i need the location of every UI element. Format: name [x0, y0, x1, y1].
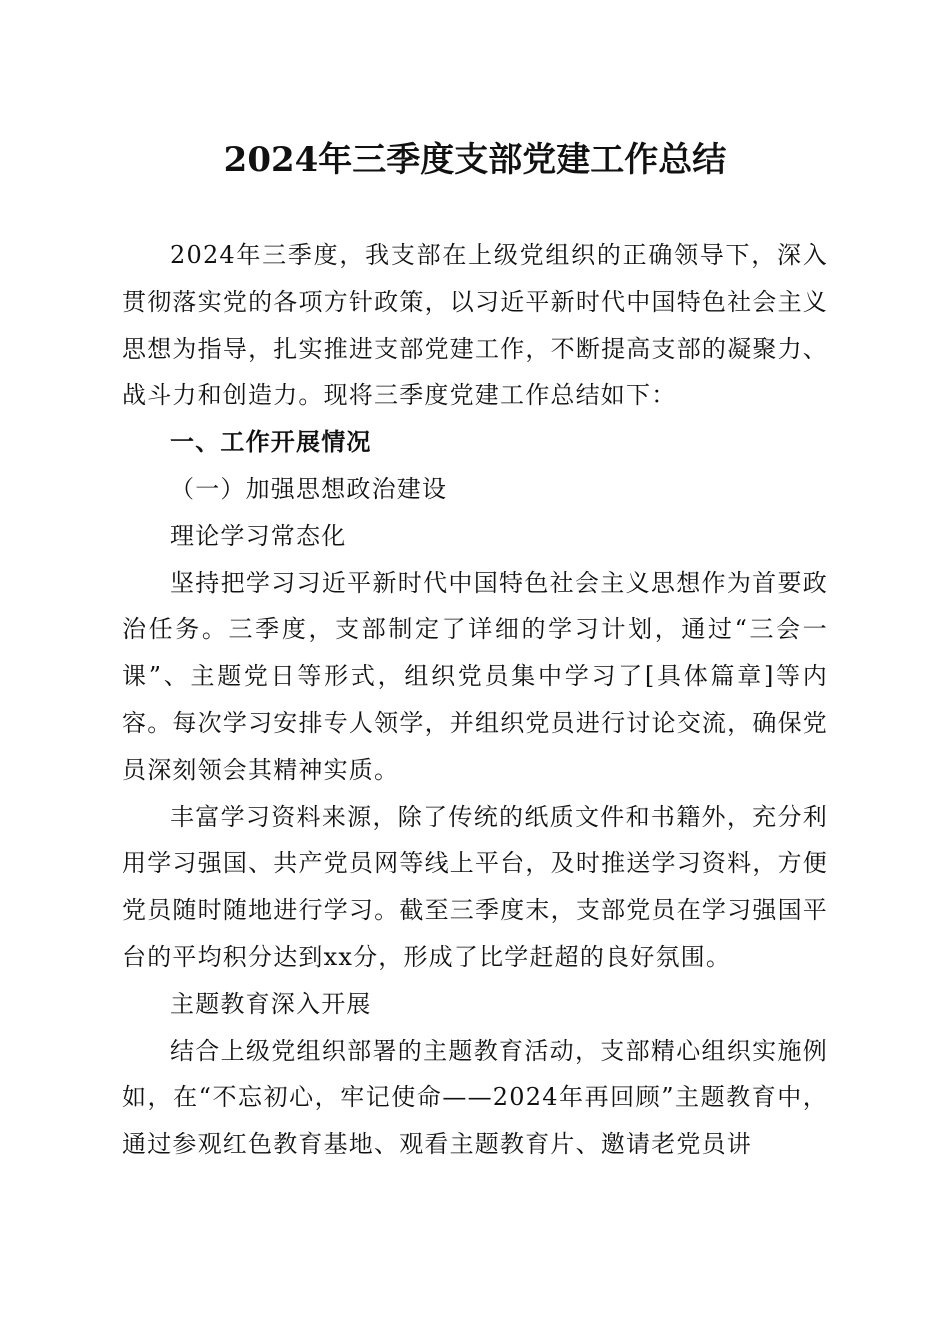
topic-heading-theme-education: 主题教育深入开展 — [170, 989, 372, 1018]
subsection-heading-ideological-building: （一）加强思想政治建设 — [170, 474, 448, 503]
paragraph-study-plan: 坚持把学习习近平新时代中国特色社会主义思想作为首要政治任务。三季度，支部制定了详细的学习计划，通过“三会一课”、主题党日等形式，组织党员集中学习了[具体篇章]等内容。每次学习安排专人领学，并组织党员进行讨论交流，确保党员深刻领会其精神实质。 — [122, 568, 828, 784]
intro-paragraph: 2024年三季度，我支部在上级党组织的正确领导下，深入贯彻落实党的各项方针政策，以习近平新时代中国特色社会主义思想为指导，扎实推进支部党建工作，不断提高支部的凝聚力、战斗力和创造力。现将三季度党建工作总结如下： — [122, 241, 828, 410]
paragraph-study-resources: 丰富学习资料来源，除了传统的纸质文件和书籍外，充分利用学习强国、共产党员网等线上平台，及时推送学习资料，方便党员随时随地进行学习。截至三季度末，支部党员在学习强国平台的平均积分达到xx分，形成了比学赶超的良好氛围。 — [122, 802, 828, 971]
paragraph-theme-education: 结合上级党组织部署的主题教育活动，支部精心组织实施例如，在“不忘初心，牢记使命——2024年再回顾”主题教育中，通过参观红色教育基地、观看主题教育片、邀请老党员讲 — [122, 1036, 828, 1159]
document-title: 2024年三季度支部党建工作总结 — [223, 140, 727, 180]
topic-heading-theory-study: 理论学习常态化 — [170, 521, 347, 550]
section-heading-work-progress: 一、工作开展情况 — [170, 427, 372, 457]
document-body — [122, 232, 828, 1168]
